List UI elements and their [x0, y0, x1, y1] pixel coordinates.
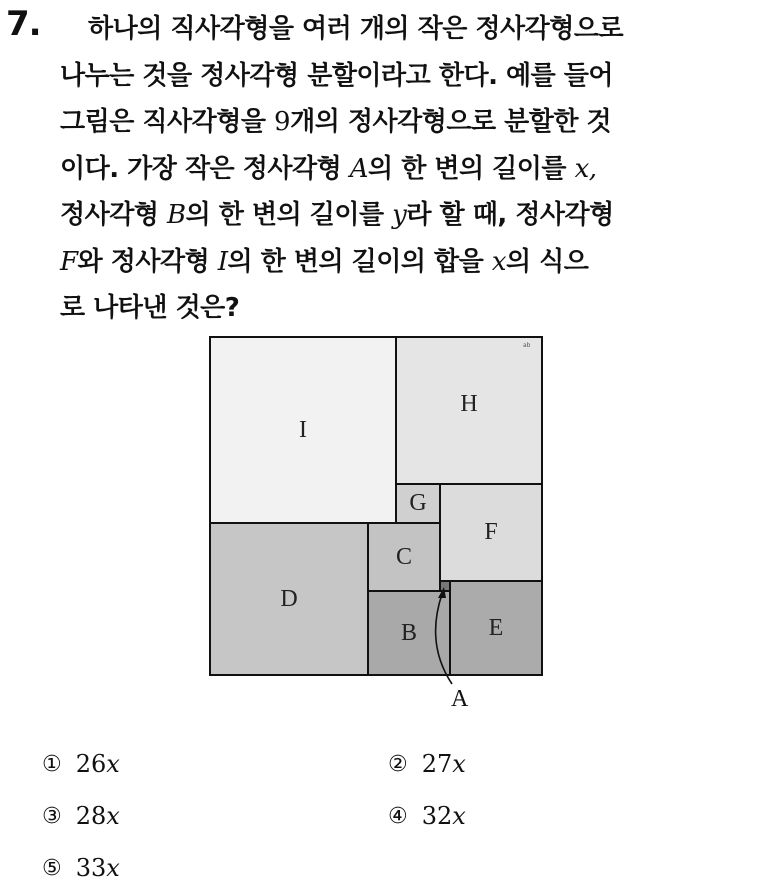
square-C-label: C — [395, 543, 412, 570]
square-H — [395, 336, 543, 485]
math-variable: x — [491, 246, 506, 277]
question-number: 7. — [6, 4, 41, 44]
math-variable: I — [217, 246, 228, 277]
question-text — [60, 6, 760, 332]
text-segment: 나누는 것을 정사각형 분할이라고 한다. 예를 들어 — [60, 60, 614, 91]
text-segment: 정사각형 — [60, 200, 168, 230]
choice-2[interactable] — [388, 750, 466, 778]
question-line-7 — [60, 285, 760, 332]
square-C — [367, 522, 441, 592]
math-variable: F — [60, 246, 78, 277]
square-H-label: H — [460, 391, 478, 417]
square-B — [367, 590, 451, 676]
choice-5-number: ⑤ — [42, 855, 62, 881]
question-line-3 — [60, 99, 760, 146]
text-segment: 그림은 직사각형을 — [60, 107, 275, 137]
corner-mark: ab — [523, 342, 531, 349]
text-segment: 의 한 변의 길이를 — [185, 200, 393, 230]
question-line-5 — [60, 192, 760, 239]
text-segment: 와 정사각형 — [77, 246, 218, 277]
square-I — [209, 336, 397, 524]
square-G — [395, 483, 441, 524]
square-F — [439, 483, 543, 582]
square-D — [209, 522, 369, 676]
question-line-2 — [60, 53, 760, 100]
choice-2-var: x — [452, 750, 466, 778]
text-segment: 의 식으 — [506, 246, 589, 277]
choice-5-coef: 33 — [75, 854, 107, 882]
square-F-label: F — [484, 519, 498, 545]
square-A-label: A — [451, 686, 469, 712]
choice-1-number: ① — [42, 751, 62, 777]
text-segment: 의 한 변의 길이를 — [368, 153, 575, 184]
math-variable: x — [574, 153, 589, 184]
question-line-6 — [60, 239, 760, 286]
choice-2-coef: 27 — [421, 750, 453, 778]
choice-4-coef: 32 — [421, 802, 453, 830]
choice-5-value — [76, 854, 120, 882]
question-line-4 — [60, 146, 760, 193]
choice-3-value — [76, 802, 120, 830]
choice-1-coef: 26 — [75, 750, 107, 778]
math-number: 9 — [274, 107, 291, 137]
square-I-label: I — [299, 416, 307, 443]
text-segment: 의 한 변의 길이의 합을 — [227, 246, 492, 277]
choice-1-var: x — [106, 750, 120, 778]
choice-5-var: x — [106, 854, 120, 882]
choice-4-value — [422, 802, 466, 830]
choice-1[interactable] — [42, 750, 120, 778]
square-G-label: G — [409, 490, 427, 516]
text-segment: 로 나타낸 것은? — [60, 293, 240, 323]
choice-3-number: ③ — [42, 803, 62, 829]
square-D-label: D — [280, 585, 298, 612]
math-variable: y — [392, 200, 407, 230]
question-line-1 — [60, 6, 760, 53]
choice-3-var: x — [106, 802, 120, 830]
choice-5[interactable] — [42, 854, 120, 882]
square-B-label: B — [400, 619, 417, 646]
choice-3-coef: 28 — [75, 802, 107, 830]
choice-4-number: ④ — [388, 803, 408, 829]
square-E — [449, 580, 543, 676]
choice-1-value — [76, 750, 120, 778]
text-segment: 하나의 직사각형을 여러 개의 작은 정사각형으로 — [88, 14, 624, 44]
math-variable: B — [167, 200, 186, 230]
text-segment: , — [588, 153, 597, 184]
text-segment: 이다. 가장 작은 정사각형 — [60, 153, 350, 184]
choice-2-number: ② — [388, 751, 408, 777]
text-segment: 개의 정사각형으로 분할한 것 — [290, 107, 612, 137]
choice-3[interactable] — [42, 802, 120, 830]
choice-2-value — [422, 750, 466, 778]
math-variable: A — [349, 153, 369, 184]
text-segment: 라 할 때, 정사각형 — [406, 200, 614, 230]
choice-4-var: x — [452, 802, 466, 830]
choice-4[interactable] — [388, 802, 466, 830]
square-E-label: E — [488, 614, 504, 641]
